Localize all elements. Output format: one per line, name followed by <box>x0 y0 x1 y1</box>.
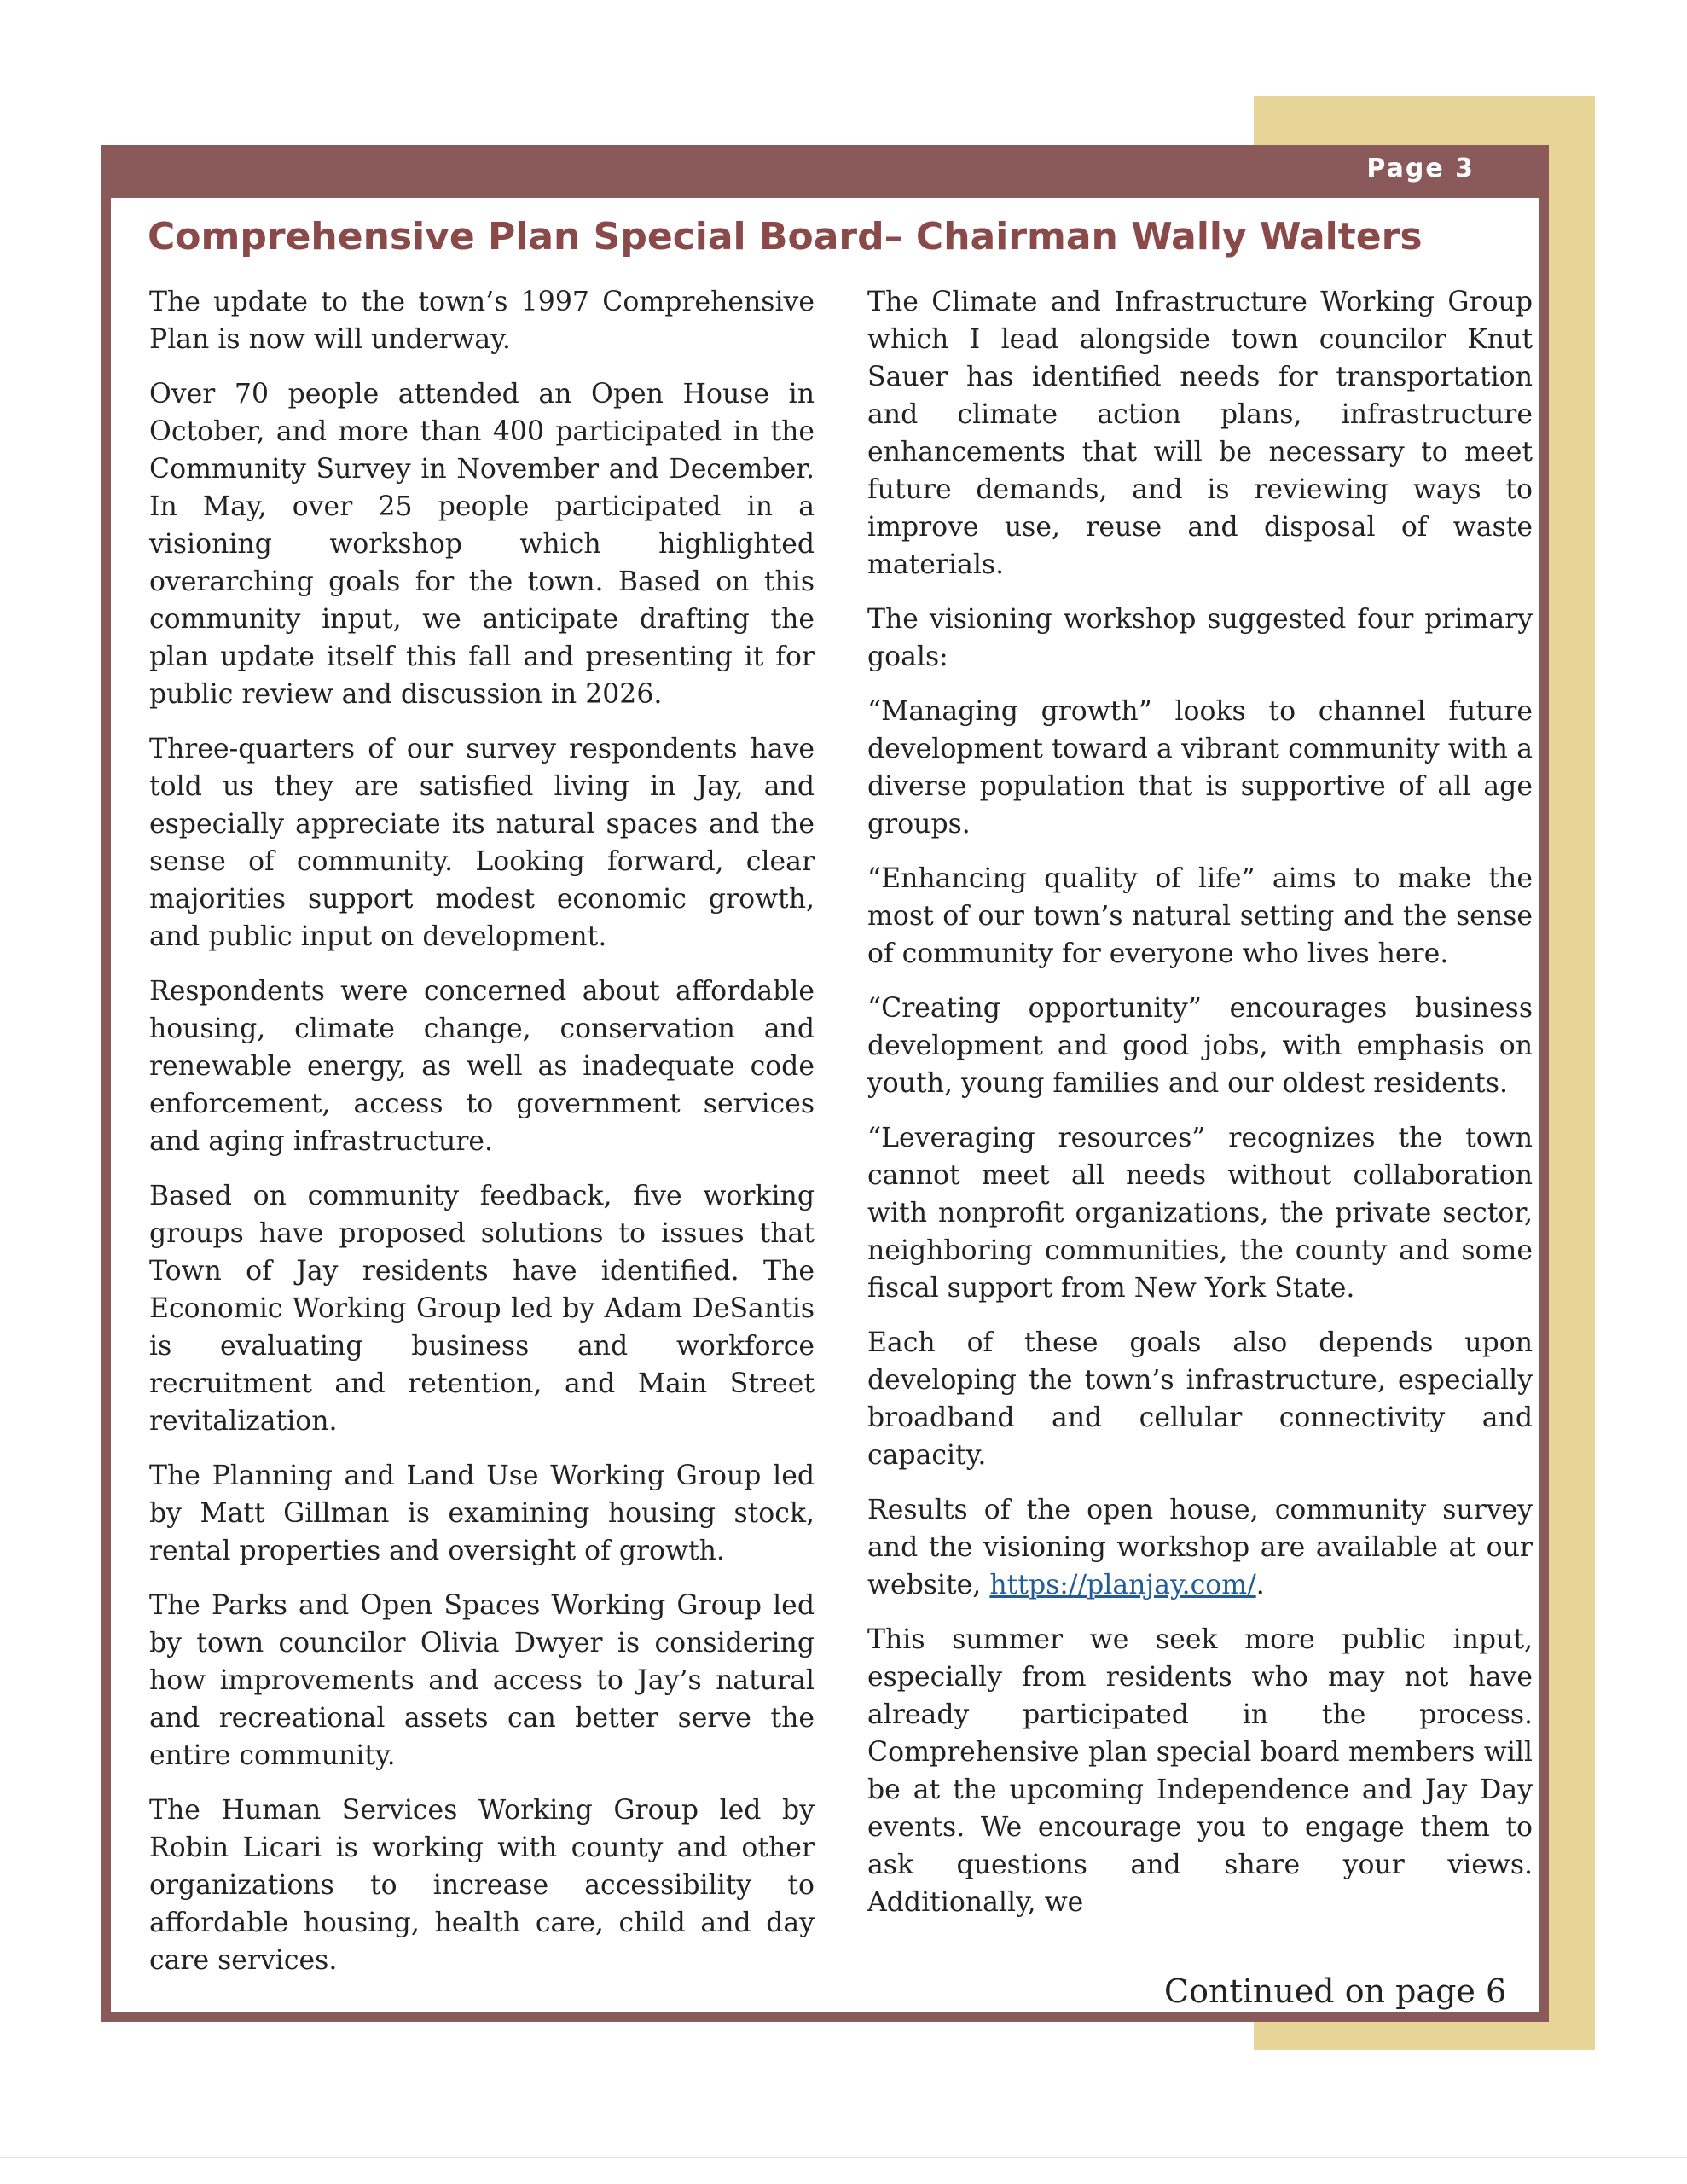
paragraph: The visioning workshop suggested four primary goals: <box>867 604 1533 672</box>
goal-paragraph: “Leveraging resources” recognizes the town cannot meet all needs without collaboration with nonprofit organizations, the private sector, neighboring communities, the county and some fiscal support from New York State. <box>867 1123 1533 1304</box>
paragraph: This summer we seek more public input, especially from residents who may not have already participated in the process. Comprehensive plan special board members will be at the upcoming Independence and Jay Day events. We encourage you to engage them to ask questions and share your views. Additionally, we <box>867 1624 1533 1918</box>
paragraph: Respondents were concerned about affordable housing, climate change, conservation and renewable energy, as well as inadequate code enforcement, access to government services and aging infrastructure. <box>149 976 815 1157</box>
left-column <box>149 283 815 1996</box>
goal-paragraph: “Enhancing quality of life” aims to make the most of our town’s natural setting and the sense of community for everyone who lives here. <box>867 863 1533 969</box>
results-end: . <box>1255 1570 1265 1600</box>
goal-paragraph: “Creating opportunity” encourages business development and good jobs, with emphasis on youth, young families and our oldest residents. <box>867 993 1533 1099</box>
paragraph: Based on community feedback, five working groups have proposed solutions to issues that Town of Jay residents have identified. The Economic Working Group led by Adam DeSantis is evaluating business and workforce recruitment and retention, and Main Street revitalization. <box>149 1181 815 1437</box>
results-text: Results of the open house, community survey and the visioning workshop are available at our website, <box>867 1495 1533 1600</box>
paragraph: Each of these goals also depends upon developing the town’s infrastructure, especially broadband and cellular connectivity and capacity. <box>867 1327 1533 1471</box>
results-paragraph <box>867 1491 1533 1604</box>
continued-note: Continued on page 6 <box>1164 1972 1507 2010</box>
paragraph: The Climate and Infrastructure Working Group which I lead alongside town councilor Knut Sauer has identified needs for transportation and climate action plans, infrastructure enhancements that will be necessary to meet future demands, and is reviewing ways to improve use, reuse and disposal of waste materials. <box>867 287 1533 580</box>
paragraph: The Planning and Land Use Working Group led by Matt Gillman is examining housing stock, rental properties and oversight of growth. <box>149 1461 815 1566</box>
paragraph: Over 70 people attended an Open House in October, and more than 400 participated in the Community Survey in November and December. In May, over 25 people participated in a visioning workshop which highlighted overarching goals for the town. Based on this community input, we anticipate drafting the plan update itself this fall and presenting it for public review and discussion in 2026. <box>149 379 815 710</box>
paragraph: The Human Services Working Group led by Robin Licari is working with county and other organizations to increase accessibility to affordable housing, health care, child and day care services. <box>149 1795 815 1976</box>
paragraph: The Parks and Open Spaces Working Group led by town councilor Olivia Dwyer is considering how improvements and access to Jay’s natural and recreational assets can better serve the entire community. <box>149 1590 815 1771</box>
planjay-website-link[interactable]: https://planjay.com/ <box>989 1570 1256 1600</box>
article-heading: Comprehensive Plan Special Board– Chairman Wally Walters <box>148 215 1423 258</box>
right-column <box>867 283 1533 1938</box>
page-number-label: Page 3 <box>1366 154 1475 183</box>
goal-paragraph: “Managing growth” looks to channel future development toward a vibrant community with a diverse population that is supportive of all age groups. <box>867 696 1533 839</box>
page-frame <box>101 145 1549 2022</box>
paragraph: Three-quarters of our survey respondents have told us they are satisfied living in Jay, and especially appreciate its natural spaces and the sense of community. Looking forward, clear majorities support modest economic growth, and public input on development. <box>149 734 815 952</box>
scan-edge-line <box>0 2157 1687 2158</box>
paragraph: The update to the town’s 1997 Comprehensive Plan is now will underway. <box>149 287 815 355</box>
